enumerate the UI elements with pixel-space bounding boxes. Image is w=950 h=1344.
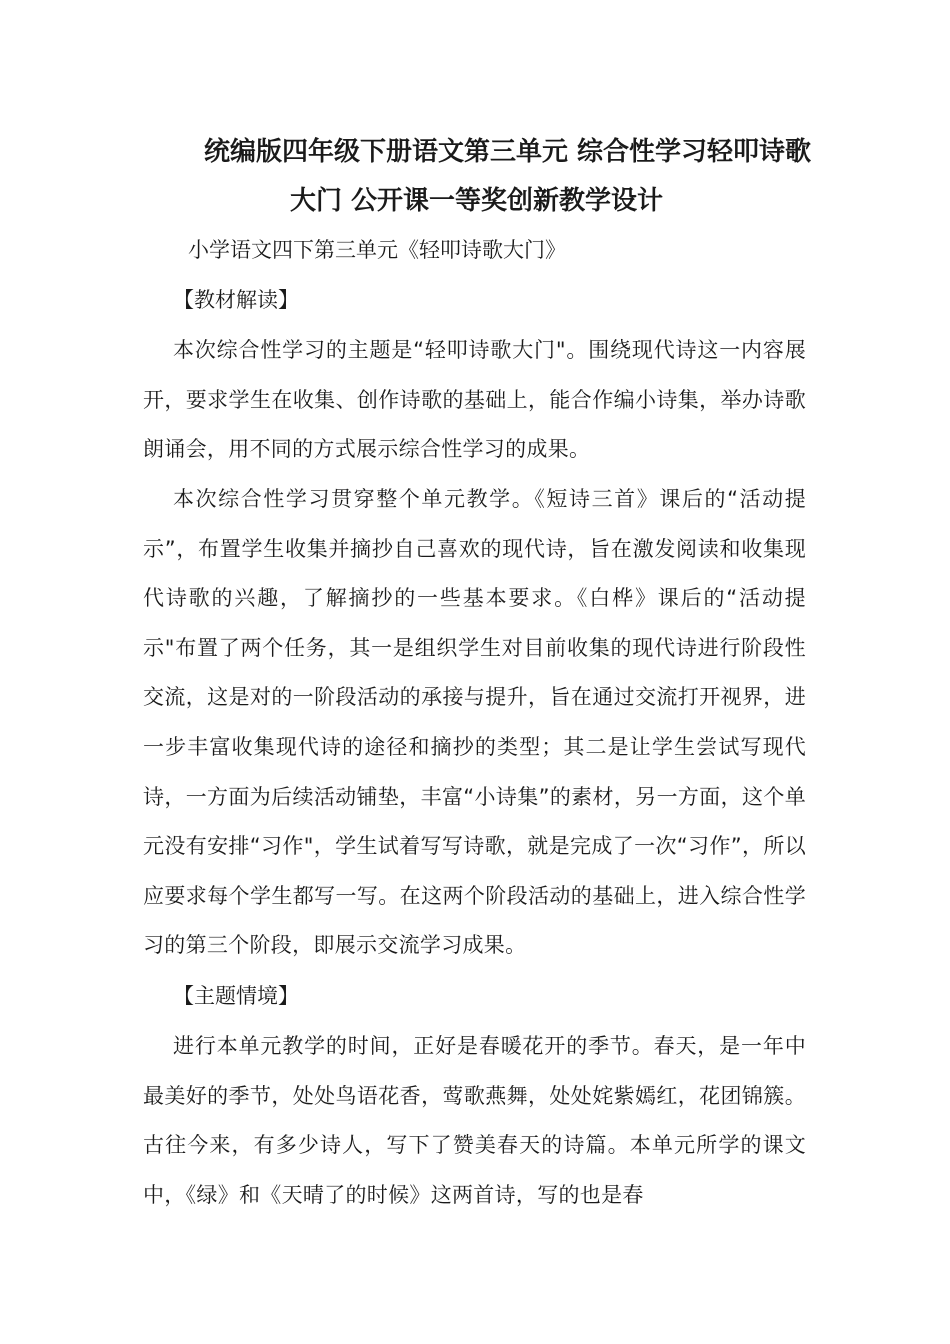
paragraph: 本次综合性学习的主题是“轻叩诗歌大门"。围绕现代诗这一内容展开，要求学生在收集、创作诗歌的基础上，能合作编小诗集，举办诗歌朗诵会，用不同的方式展示综合性学习的成果。 xyxy=(143,338,806,462)
document-subtitle: 小学语文四下第三单元《轻叩诗歌大门》 xyxy=(188,238,566,262)
paragraph: 进行本单元教学的时间，正好是春暖花开的季节。春天，是一年中最美好的季节，处处鸟语花香，莺歌燕舞，处处姹紫嫣红，花团锦簇。古往今来，有多少诗人，写下了赞美春天的诗篇。本单元所学的课文中，《绿》和《天晴了的时候》这两首诗，写的也是春 xyxy=(143,1034,806,1207)
section-heading-textbook-analysis: 【教材解读】 xyxy=(173,288,299,312)
document-title-line-1: 统编版四年级下册语文第三单元 综合性学习轻叩诗歌 xyxy=(204,137,812,167)
paragraph: 本次综合性学习贯穿整个单元教学。《短诗三首》课后的“活动提示”，布置学生收集并摘抄自己喜欢的现代诗，旨在激发阅读和收集现代诗歌的兴趣，了解摘抄的一些基本要求。《白桦》课后的“活动提示"布置了两个任务，其一是组织学生对目前收集的现代诗进行阶段性交流，这是对的一阶段活动的承接与提升，旨在通过交流打开视界，进一步丰富收集现代诗的途径和摘抄的类型；其二是让学生尝试写现代诗，一方面为后续活动铺垫，丰富“小诗集”的素材，另一方面，这个单元没有安排“习作"，学生试着写写诗歌，就是完成了一次“习作”，所以应要求每个学生都写一写。在这两个阶段活动的基础上，进入综合性学习的第三个阶段，即展示交流学习成果。 xyxy=(143,487,806,958)
document-title-line-2: 大门 公开课一等奖创新教学设计 xyxy=(290,186,664,216)
section-heading-theme-context: 【主题情境】 xyxy=(173,984,299,1008)
